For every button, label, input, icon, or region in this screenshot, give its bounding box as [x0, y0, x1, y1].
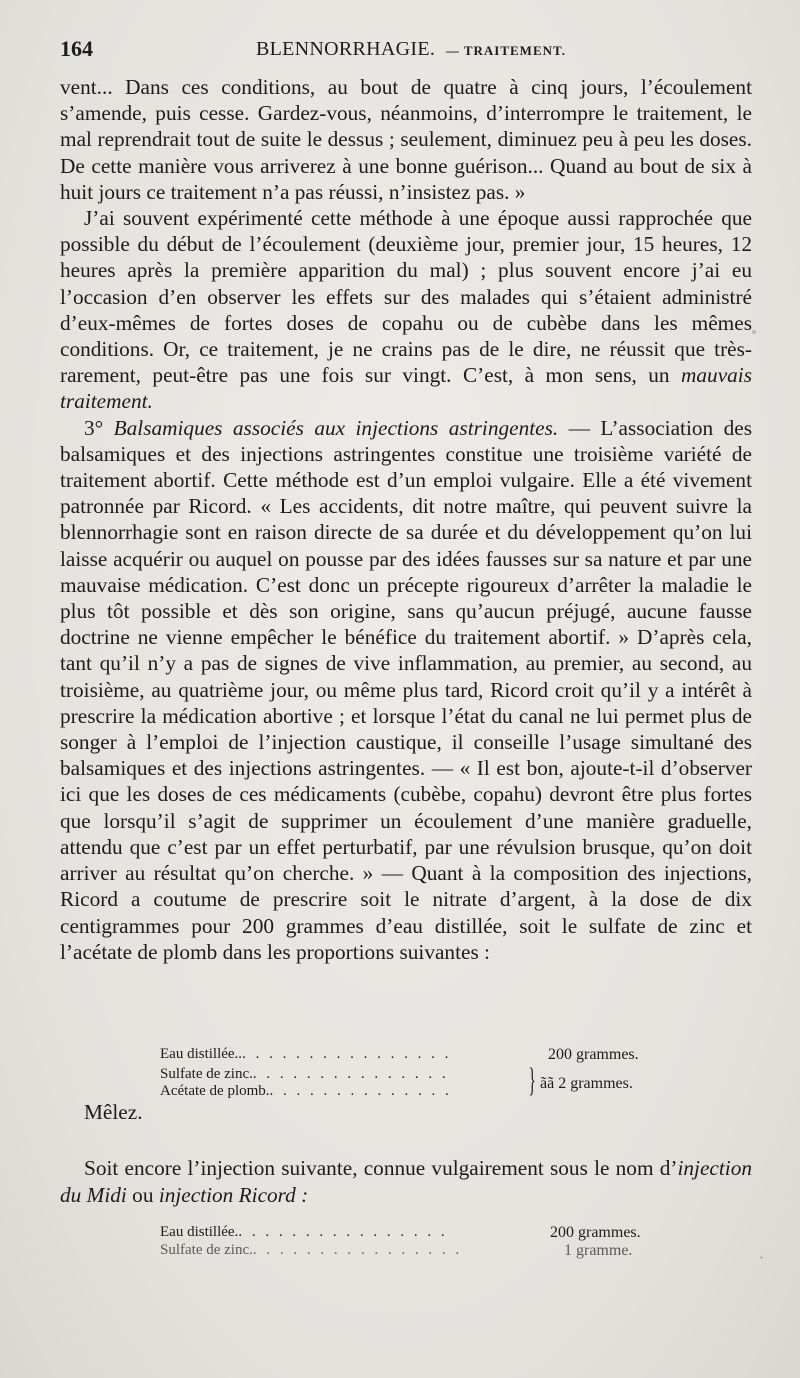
ingredient-name: Eau distillée.	[160, 1224, 239, 1240]
paper-speck	[760, 1256, 763, 1259]
page-number: 164	[60, 36, 93, 61]
recipe-1	[160, 1046, 660, 1102]
emphasis-bad-treatment: mauvais traitement.	[60, 363, 752, 414]
ingredient-name: Eau distillée..	[160, 1046, 243, 1062]
paragraph-continuation: vent... Dans ces conditions, au bout de quatre à cinq jours, l’écoulement s’amende, puis cesse. Gardez-vous, néanmoins, d’interrompre le traitement, le mal reprendrait tout de suite le dessus ; seulement, diminuez peu à peu les doses. De cette manière vous arriverez à une bonne guérison... Quand au bout de six à huit jours ce traitement n’a pas réussi, n’insistez pas. »	[60, 75, 752, 204]
ingredient-name: Acétate de plomb.	[160, 1083, 270, 1099]
shared-qty: ãã 2 grammes.	[540, 1075, 633, 1092]
running-title	[256, 38, 566, 61]
ingredient-qty: 200 grammes.	[550, 1224, 641, 1241]
paragraph-text-start: Soit encore l’injection suivante, connue vulgairement sous le nom d’	[84, 1156, 678, 1180]
main-text	[60, 74, 752, 965]
ingredient-qty: 1 gramme.	[564, 1242, 633, 1259]
paragraph-method-experience	[60, 205, 752, 415]
ingredient-qty: 200 grammes.	[548, 1046, 639, 1063]
emphasis-injection-ricord: injection Ricord :	[158, 1183, 309, 1207]
section-number: 3°	[84, 415, 104, 440]
paragraph-injection-midi	[60, 1155, 752, 1209]
paragraph-injection-midi-text	[60, 1155, 752, 1209]
paragraph-method-experience-text: J’ai souvent expérimenté cette méthode à une époque aussi rapprochée que possible du début de l’écoulement (deuxième jour, premier jour, 15 heures, 12 heures après la première apparition du mal) ; plus souvent encore j’ai eu l’occasion d’en observer les effets sur des malades qui s’étaient administré d’eux-mêmes de fortes doses de copahu ou de cubèbe dans les mêmes conditions. Or, ce traitement, je ne crains pas de le dire, ne réussit que très-rarement, peut-être pas une fois sur vingt. C’est, à mon sens, un	[60, 206, 752, 388]
recipe-2	[160, 1224, 660, 1264]
emphasis-injection-midi: injection du Midi	[60, 1156, 752, 1207]
recipe-1-line-1: Eau distillée... . . . . . . . . . . . . . . .	[160, 1046, 452, 1062]
page-header	[60, 36, 750, 66]
recipe-2-line-2: Sulfate de zinc.. . . . . . . . . . . . . . . .	[160, 1242, 463, 1258]
running-title-main: BLENNORRHAGIE.	[256, 38, 436, 60]
paragraph-balsamics-injections	[60, 415, 752, 965]
running-title-sub: — TRAITEMENT.	[445, 43, 566, 58]
ingredient-name: Sulfate de zinc.	[160, 1242, 253, 1258]
paragraph-text-mid: ou	[126, 1183, 159, 1207]
brace-icon: }	[528, 1062, 536, 1099]
paper-speck	[752, 330, 756, 334]
recipe-2-line-1: Eau distillée.. . . . . . . . . . . . . . . .	[160, 1224, 448, 1240]
recipe-1-line-3: Acétate de plomb.. . . . . . . . . . . . . .	[160, 1083, 452, 1099]
melez-instruction: Mêlez.	[84, 1100, 143, 1124]
paragraph-balsamics-text: — L’association des balsamiques et des injections astringentes constitue une troisième variété de traitement abortif. Cette méthode est d’un emploi vulgaire. Elle a été vivement patronnée par Ricord. « Les accidents, dit notre maître, qui peuvent suivre la blennorrhagie sont en raison directe de sa durée et du développement qu’on lui laisse acquérir ou auquel on pousse par des idées fausses sur sa nature et par une mauvaise médication. C’est donc un précepte rigoureux d’arrêter la maladie le plus tôt possible et dès son origine, sans qu’aucun préjugé, aucune fausse doctrine ne vienne empêcher le bénéfice du traitement abortif. » D’après cela, tant qu’il n’y a pas de signes de vive inflammation, au premier, au second, au troisième, au quatrième jour, ou même plus tard, Ricord croit qu’il y a intérêt à prescrire la médication abortive ; et lorsque l’état du canal ne lui permet plus de songer à l’emploi de l’injection caustique, il conseille l’usage simultané des balsamiques et des injections astringentes. — « Il est bon, ajoute-t-il d’observer ici que les doses de ces médicaments (cubèbe, copahu) devront être plus fortes que lorsqu’il s’agit de supprimer un écoulement d’une manière graduelle, attendu que c’est par un effet perturbatif, par une révulsion brusque, qu’on doit arriver au résultat qu’on cherche. » — Quant à la composition des injections, Ricord a coutume de prescrire soit le nitrate d’argent, à la dose de dix centigrammes pour 200 grammes d’eau distillée, soit le sulfate de zinc et l’acétate de plomb dans les proportions suivantes :	[60, 415, 753, 964]
section-heading: Balsamiques associés aux injections astringentes.	[113, 415, 559, 440]
ingredient-name: Sulfate de zinc.	[160, 1066, 253, 1082]
recipe-1-line-2: Sulfate de zinc.. . . . . . . . . . . . . . .	[160, 1066, 449, 1082]
